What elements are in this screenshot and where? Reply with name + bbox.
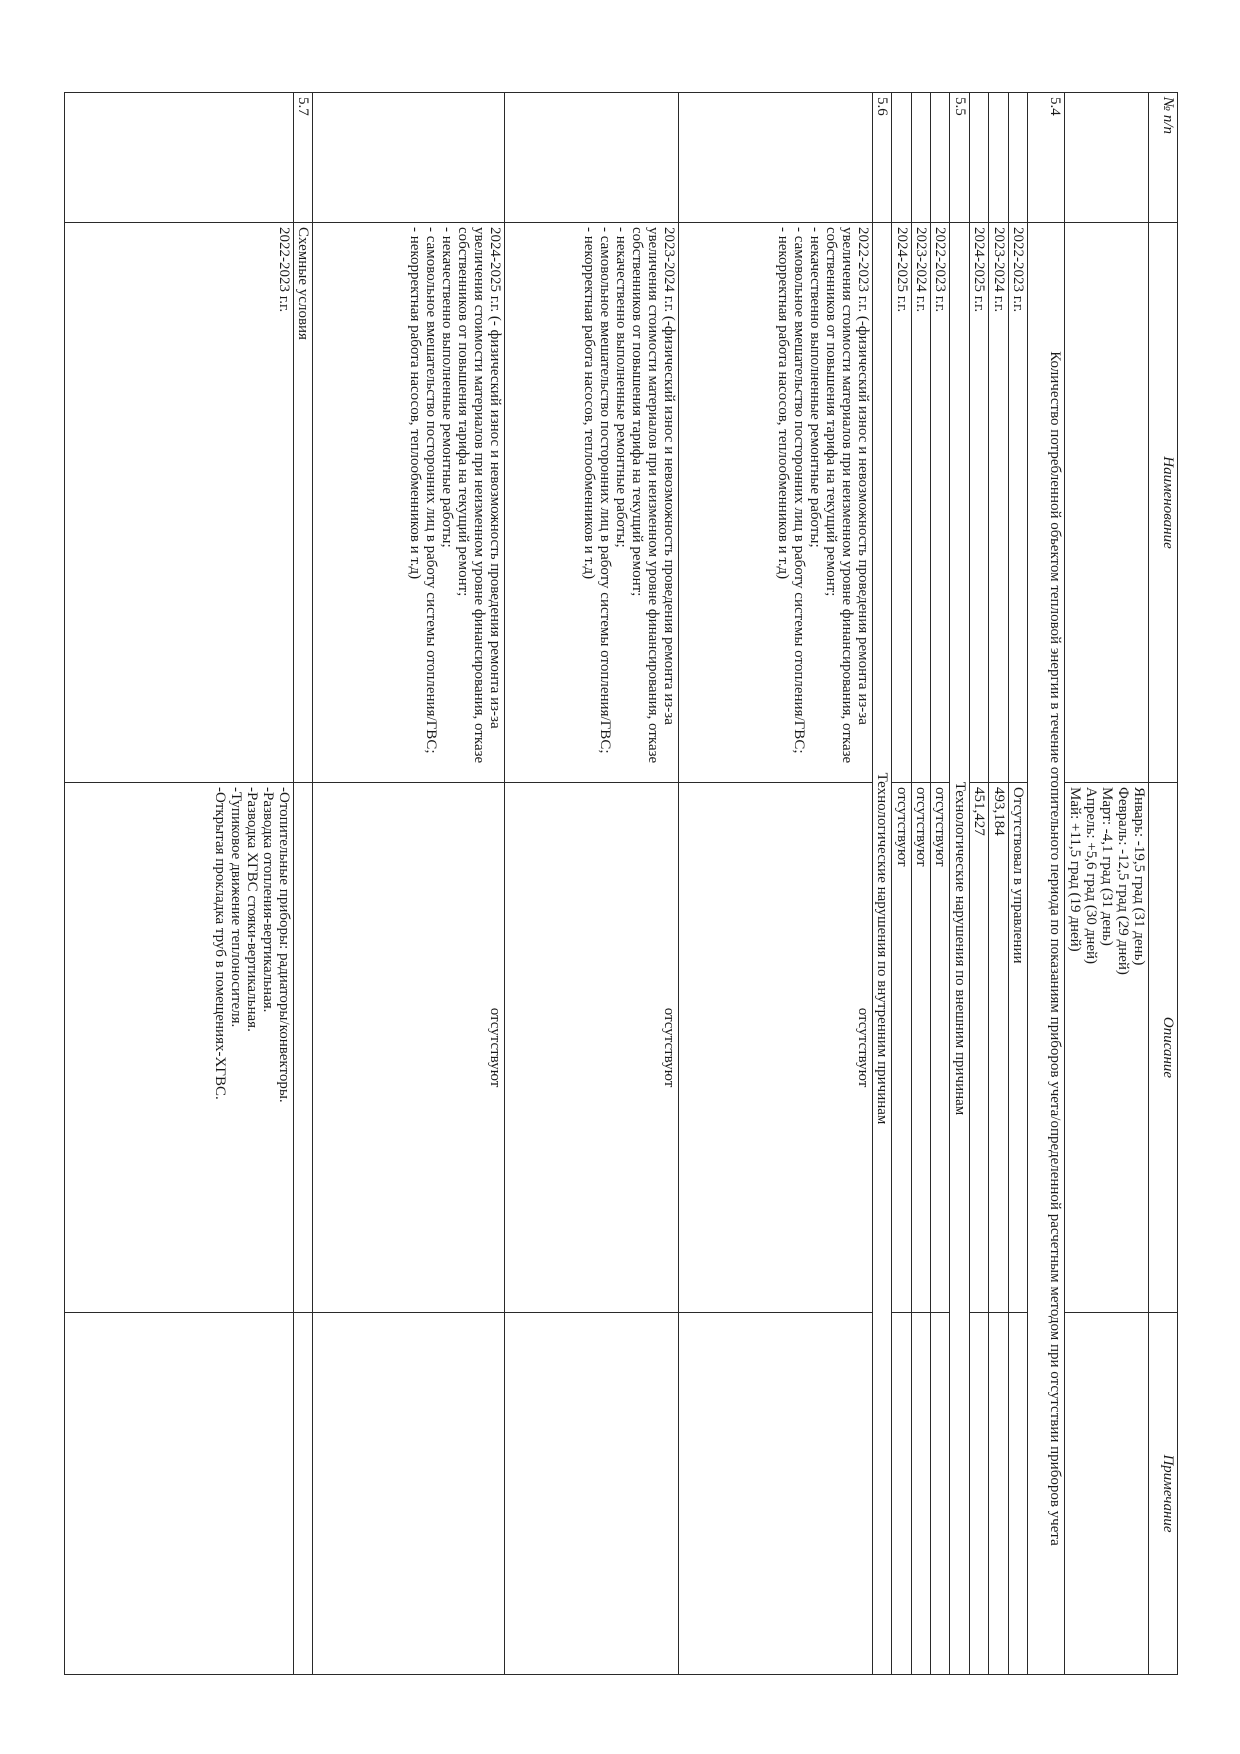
- column-header-note: Примечание: [1149, 1313, 1178, 1675]
- monthly-temperature-description: Январь: -19,5 град (31 день) Февраль: -12,5 град (29 дней) Март: -4,1 град (31 день) Апрель: +5,6 град (30 дней) Май: +11,5 град (19 дней): [1064, 783, 1149, 1313]
- period-cell: 2023-2024 г.г.: [911, 223, 930, 783]
- period-cell: 2022-2023 г.г.: [65, 223, 294, 783]
- table-row: [892, 93, 911, 1675]
- period-cell: 2024-2025 г.г.: [969, 223, 988, 783]
- column-header-name: Наименование: [1149, 223, 1178, 783]
- description-cell: отсутствуют: [678, 783, 872, 1313]
- section-title: Схемные условия: [293, 223, 312, 783]
- description-cell: отсутствуют: [313, 783, 505, 1313]
- column-header-description: Описание: [1149, 783, 1178, 1313]
- table-row: [930, 93, 949, 1675]
- section-title: Количество потребленной объектом тепловой энергии в течение отопительного периода по показаниям приборов учета/определенной расчетным методом при отсутствии приборов учета: [1027, 223, 1064, 1675]
- description-cell: 451,427: [969, 783, 988, 1313]
- table-row: [678, 93, 872, 1675]
- period-cell: 2023-2024 г.г. (-физический износ и невозможность проведения ремонта из-за увеличения стоимости материалов при неизменном уровне финансирования, отказе собственников от повышения тарифа на текущий ремонт; - некачественно выполненные ремонтные работы; - самовольное вмешательство посторонних лиц в работу системы отопления/ГВС; - некорректная работа насосов, теплообменников и т.д): [505, 223, 679, 783]
- section-title: Технологические нарушения по внешним причинам: [950, 223, 969, 1675]
- description-cell: -Отопительные приборы: радиаторы/конвекторы. -Разводка отопления-вертикальная. -Разводка ХГВС стояки-вертикальная. -Тупиковое движение теплоносителя. -Открытая прокладка труб в помещениях-ХГВС.: [65, 783, 294, 1313]
- description-cell: отсутствуют: [892, 783, 911, 1313]
- table-row: [505, 93, 679, 1675]
- section-title-row: [1027, 93, 1064, 1675]
- period-cell: 2022-2023 г.г. (-физический износ и невозможность проведения ремонта из-за увеличения стоимости материалов при неизменном уровне финансирования, отказе собственников от повышения тарифа на текущий ремонт; - некачественно выполненные ремонтные работы; - самовольное вмешательство посторонних лиц в работу системы отопления/ГВС; - некорректная работа насосов, теплообменников и т.д): [678, 223, 872, 783]
- description-cell: отсутствуют: [505, 783, 679, 1313]
- section-number: 5.6: [872, 93, 891, 223]
- table-row: [1008, 93, 1027, 1675]
- section-number: 5.4: [1027, 93, 1064, 223]
- column-header-number: № п/п: [1149, 93, 1178, 223]
- section-title-row: [950, 93, 969, 1675]
- section-number: 5.5: [950, 93, 969, 223]
- period-cell: 2024-2025 г.г. (- физический износ и невозможность проведения ремонта из-за увеличения стоимости материалов при неизменном уровне финансирования, отказе собственников от повышения тарифа на текущий ремонт; - некачественно выполненные ремонтные работы; - самовольное вмешательство посторонних лиц в работу системы отопления/ГВС; - некорректная работа насосов, теплообменников и т.д): [313, 223, 505, 783]
- period-cell: 2024-2025 г.г.: [892, 223, 911, 783]
- description-cell: отсутствуют: [911, 783, 930, 1313]
- table-row: [989, 93, 1008, 1675]
- period-cell: 2023-2024 г.г.: [989, 223, 1008, 783]
- period-cell: 2022-2023 г.г.: [1008, 223, 1027, 783]
- section-title: Технологические нарушения по внутренним причинам: [872, 223, 891, 1675]
- period-cell: 2022-2023 г.г.: [930, 223, 949, 783]
- section-number: 5.7: [293, 93, 312, 223]
- description-cell: отсутствуют: [930, 783, 949, 1313]
- table-header-row: [1149, 93, 1178, 1675]
- table-row: [313, 93, 505, 1675]
- section-title-row: [872, 93, 891, 1675]
- description-cell: 493,184: [989, 783, 1008, 1313]
- section-title-row: [293, 93, 312, 1675]
- description-cell: Отсутствовал в управлении: [1008, 783, 1027, 1313]
- table-row: [65, 93, 294, 1675]
- table-row: [1064, 93, 1149, 1675]
- table-row: [911, 93, 930, 1675]
- heat-supply-table: [64, 92, 1178, 1675]
- table-row: [969, 93, 988, 1675]
